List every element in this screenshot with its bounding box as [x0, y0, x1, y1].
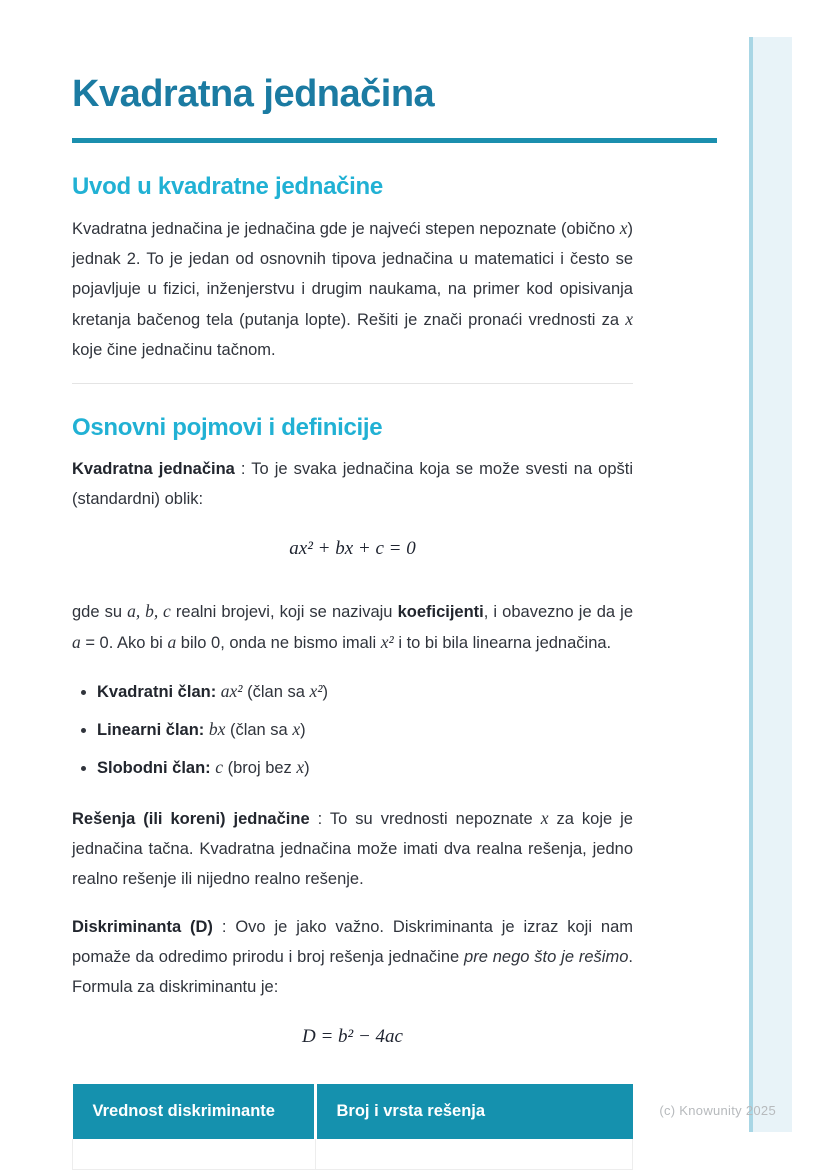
text-run: ) [300, 721, 306, 739]
text-run: (član sa [225, 721, 293, 739]
paragraph-roots [72, 803, 633, 894]
bold-term: Linearni član: [97, 721, 209, 739]
math-vars-abc: a, b, c [127, 601, 171, 621]
bold-term: Slobodni član: [97, 759, 216, 777]
bold-term: koeficijenti [397, 603, 484, 621]
table-header-broj: Broj i vrsta rešenja [315, 1084, 633, 1139]
bold-term: Diskriminanta (D) [72, 918, 213, 936]
math-term: bx [208, 719, 226, 739]
text-run: (član sa [242, 683, 310, 701]
math-var-a: a [72, 632, 81, 652]
list-item-linearni-clan [97, 714, 633, 745]
math-term: x [296, 757, 305, 777]
text-run: : To su vrednosti nepoznate [309, 810, 541, 828]
table-header-vrednost: Vrednost diskriminante [73, 1084, 316, 1139]
text-run: ) [304, 759, 310, 777]
footer-credit: (c) Knowunity 2025 [659, 1103, 776, 1118]
text-run: Kvadratna jednačina je jednačina gde je najveći stepen nepoznate (obično [72, 220, 620, 238]
emphasized-phrase: pre nego što je rešimo [464, 948, 629, 966]
math-term: x [292, 719, 301, 739]
text-run: . Formula za diskriminantu je: [72, 948, 633, 996]
bold-term: Kvadratna jednačina [72, 460, 235, 478]
text-run: ) jednak 2. To je jedan od osnovnih tipova jednačina u matematici i često se pojavljuje u fizici, inženjerstvu i drugim naukama, na primer kod opisivanja kretanja bačenog tela (putanja lopte). Rešiti je znači pronaći vrednosti za [72, 220, 633, 329]
discriminant-table [72, 1084, 633, 1170]
math-var-x: x [625, 309, 633, 329]
page-title: Kvadratna jednačina [72, 73, 435, 115]
text-run: bilo 0, onda ne bismo imali [176, 634, 381, 652]
text-run: , i obavezno je da je [483, 603, 633, 621]
math-var-x: x [540, 808, 549, 828]
formula-discriminant: D = b² − 4ac [302, 1026, 403, 1047]
document-page [72, 0, 717, 1170]
math-var-a: a [167, 632, 177, 652]
text-run: = 0. Ako bi [80, 634, 168, 652]
section-heading-osnovni: Osnovni pojmovi i definicije [72, 414, 383, 441]
text-run: ) [322, 683, 329, 701]
text-run: (broj bez [223, 759, 297, 777]
section-heading-uvod: Uvod u kvadratne jednačine [72, 173, 383, 200]
math-term: x² [309, 681, 323, 701]
side-accent-stripe [749, 37, 792, 1132]
bold-term: Kvadratni član: [97, 683, 221, 701]
paragraph-intro [72, 213, 633, 365]
list-item-kvadratni-clan [97, 676, 633, 707]
text-run: koje čine jednačinu tačnom. [72, 341, 276, 359]
title-underline-rule [72, 138, 717, 143]
math-term: ax² [220, 681, 243, 701]
text-run: i to bi bila linearna jednačina. [393, 634, 612, 652]
terms-list [72, 676, 633, 783]
formula-general-form: ax² + bx + c = 0 [289, 538, 416, 559]
math-var-x: x [619, 218, 628, 238]
paragraph-coefficients [72, 596, 633, 658]
list-item-slobodni-clan [97, 752, 633, 783]
math-var-x2: x² [380, 632, 394, 652]
math-term: c [215, 757, 224, 777]
table-cell-empty [315, 1139, 633, 1170]
text-run: za koje je jednačina tačna. Kvadratna jednačina može imati dva realna rešenja, jedno realno rešenje ili nijedno realno rešenje. [72, 810, 633, 888]
text-run: : Ovo je jako važno. Diskriminanta je izraz koji nam pomaže da odredimo prirodu i broj rešenja jednačine [72, 918, 634, 966]
table-header-row [73, 1084, 633, 1139]
paragraph-definition [72, 454, 633, 514]
text-run: gde su [72, 603, 128, 621]
table-cell-empty [73, 1139, 316, 1170]
text-run: : To je svaka jednačina koja se može svesti na opšti (standardni) oblik: [72, 460, 634, 508]
text-run: realni brojevi, koji se nazivaju [170, 603, 398, 621]
paragraph-discriminant [72, 912, 633, 1002]
section-divider [72, 383, 633, 384]
bold-term: Rešenja (ili koreni) jednačine [72, 810, 310, 828]
table-row [73, 1139, 633, 1170]
